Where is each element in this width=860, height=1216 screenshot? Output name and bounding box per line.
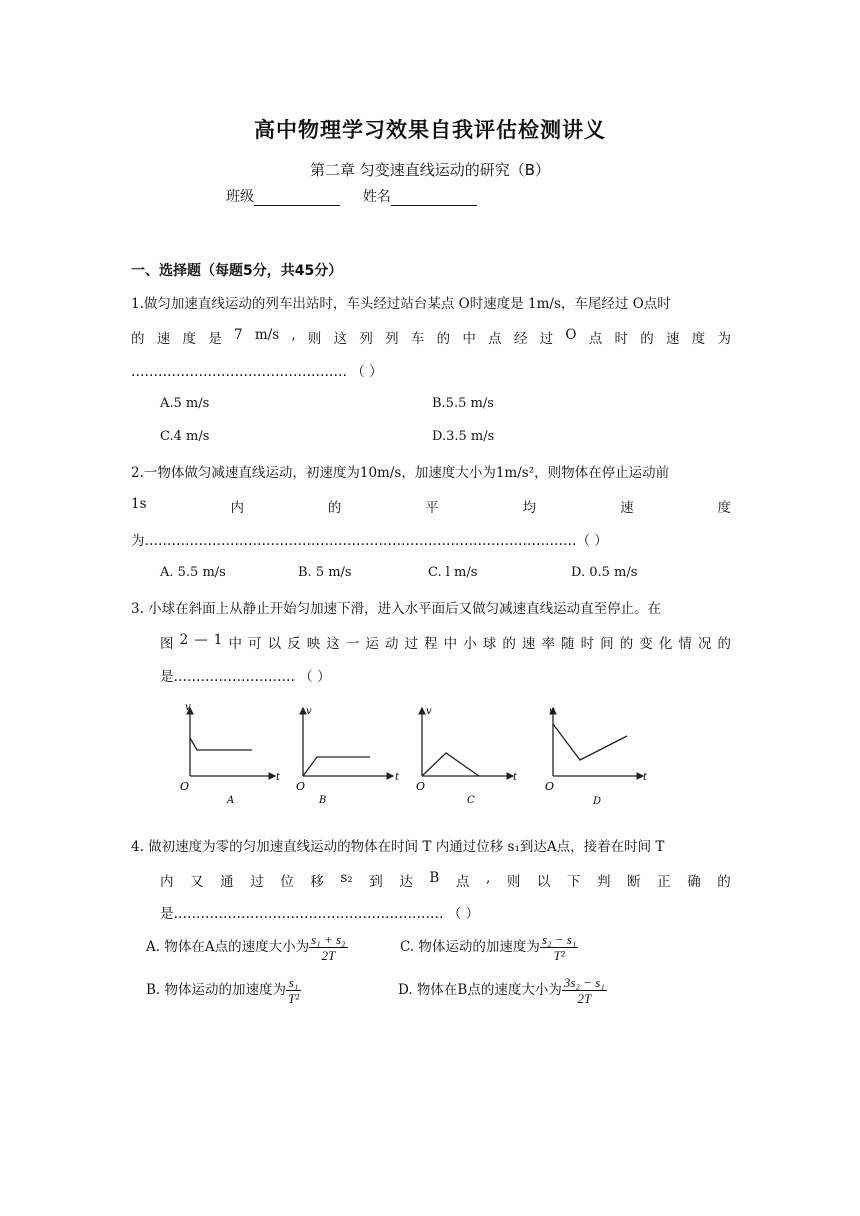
justified-word: 可 bbox=[248, 636, 262, 652]
q2-option-b: B. 5 m/s bbox=[298, 565, 352, 580]
justified-word: 图 bbox=[160, 636, 174, 652]
justified-word: 7 bbox=[234, 327, 243, 343]
justified-word: 过 bbox=[404, 636, 418, 652]
q4-option-b-den: T² bbox=[288, 991, 300, 1006]
justified-word: 变 bbox=[639, 636, 653, 652]
justified-word: m/s bbox=[254, 327, 280, 343]
q2-option-d: D. 0.5 m/s bbox=[571, 565, 638, 580]
q3-line1: 3. 小球在斜面上从静止开始匀加速下滑，进入水平面后又做匀减速直线运动直至停止。在 bbox=[131, 601, 662, 617]
justified-word: 通 bbox=[220, 874, 234, 890]
justified-word: 速 bbox=[666, 331, 680, 347]
graph-b-label: B bbox=[319, 795, 327, 806]
q2-option-a: A. 5.5 m/s bbox=[160, 565, 226, 580]
q1-option-c: C.4 m/s bbox=[160, 429, 210, 444]
justified-word: 球 bbox=[482, 636, 497, 652]
q3-line2 bbox=[160, 632, 731, 652]
justified-word: 中 bbox=[228, 636, 242, 652]
justified-word: 断 bbox=[627, 874, 641, 890]
q4-option-c bbox=[400, 932, 578, 963]
justified-word: 下 bbox=[566, 874, 581, 890]
q4-line3: 是…………………………………………………… （ ） bbox=[160, 906, 480, 922]
q4-line2 bbox=[160, 870, 731, 890]
q4-option-b-text: B. 物体运动的加速度为 bbox=[146, 982, 287, 998]
q4-option-a-text: A. 物体在A点的速度大小为 bbox=[146, 939, 310, 955]
justified-word: 这 bbox=[333, 331, 348, 347]
justified-word: 速 bbox=[620, 500, 634, 516]
justified-word: 率 bbox=[541, 636, 555, 652]
q1-line1: 1.做匀加速直线运动的列车出站时，车头经过站台某点 O时速度是 1m/s，车尾经过 O点时 bbox=[131, 296, 671, 312]
class-label: 班级 bbox=[226, 189, 254, 205]
q4-option-d-den: 2T bbox=[577, 991, 592, 1006]
justified-word: 正 bbox=[657, 874, 671, 890]
justified-word: — bbox=[194, 632, 208, 648]
justified-word: B bbox=[429, 870, 440, 886]
section-heading: 一、选择题（每题5分，共45分） bbox=[131, 263, 343, 279]
q4-option-c-num: s₂ − s₁ bbox=[541, 932, 577, 947]
graph-a-curve bbox=[190, 738, 252, 750]
q1-line2 bbox=[131, 327, 731, 347]
justified-word: 以 bbox=[267, 636, 282, 652]
q4-option-d bbox=[398, 975, 607, 1006]
q4-option-a bbox=[146, 932, 348, 963]
justified-word: 1s bbox=[131, 496, 147, 512]
justified-word: 的 bbox=[502, 636, 516, 652]
justified-word: 的 bbox=[640, 331, 654, 347]
graph-c-t-label: t bbox=[513, 772, 518, 783]
justified-word: 1 bbox=[213, 632, 223, 648]
justified-word: 过 bbox=[250, 874, 264, 890]
q1-option-b: B.5.5 m/s bbox=[432, 396, 494, 411]
graph-b-origin: O bbox=[296, 780, 306, 793]
justified-word: 中 bbox=[443, 636, 458, 652]
justified-word: 这 bbox=[326, 636, 340, 652]
justified-word: 移 bbox=[310, 874, 324, 890]
q4-option-d-text: D. 物体在B点的速度大小为 bbox=[398, 982, 562, 998]
graph-a-t-label: t bbox=[276, 772, 281, 783]
graph-c-curve bbox=[422, 753, 479, 776]
q1-option-d: D.3.5 m/s bbox=[432, 429, 495, 444]
class-blank[interactable] bbox=[254, 190, 340, 206]
justified-word: 为 bbox=[717, 331, 731, 347]
graph-c-label: C bbox=[467, 795, 475, 806]
justified-word: 点 bbox=[588, 331, 603, 347]
q4-option-c-text: C. 物体运动的加速度为 bbox=[400, 939, 540, 955]
justified-word: 程 bbox=[424, 636, 438, 652]
justified-word: 的 bbox=[717, 874, 731, 890]
justified-word: , bbox=[291, 327, 296, 343]
justified-word: 列 bbox=[359, 331, 373, 347]
justified-word: 间 bbox=[600, 636, 614, 652]
justified-word: 平 bbox=[425, 500, 439, 516]
justified-word: 均 bbox=[522, 500, 537, 516]
velocity-time-graphs bbox=[175, 700, 655, 810]
justified-word: 确 bbox=[687, 874, 701, 890]
q2-line3: 为……………………………………………………………………………………（ ） bbox=[131, 533, 608, 549]
justified-word: 列 bbox=[385, 331, 399, 347]
justified-word: 判 bbox=[597, 874, 611, 890]
justified-word: 则 bbox=[307, 331, 322, 347]
q1-option-a: A.5 m/s bbox=[160, 396, 210, 411]
justified-word: 以 bbox=[536, 874, 551, 890]
page-title: 高中物理学习效果自我评估检测讲义 bbox=[254, 118, 606, 142]
justified-word: 内 bbox=[160, 874, 174, 890]
graph-d-v-label: v bbox=[549, 706, 555, 717]
justified-word: 经 bbox=[513, 331, 528, 347]
justified-word: 速 bbox=[521, 636, 536, 652]
name-label: 姓名 bbox=[362, 189, 391, 205]
justified-word: 中 bbox=[462, 331, 476, 347]
q4-option-c-den: T² bbox=[553, 948, 565, 963]
justified-word: 时 bbox=[614, 331, 628, 347]
justified-word: 随 bbox=[561, 636, 575, 652]
q2-option-c: C. l m/s bbox=[428, 565, 478, 580]
q3-line3: 是……………………… （ ） bbox=[160, 669, 331, 685]
q1-line3: ………………………………………… （ ） bbox=[131, 364, 383, 380]
justified-word: 内 bbox=[230, 500, 244, 516]
graph-c bbox=[416, 706, 518, 806]
student-info-line bbox=[226, 186, 477, 206]
justified-word: 的 bbox=[327, 500, 342, 516]
graph-c-v-label: v bbox=[426, 706, 432, 717]
justified-word: 又 bbox=[190, 874, 204, 890]
justified-word: 动 bbox=[384, 636, 399, 652]
justified-word: 2 bbox=[179, 632, 189, 648]
q4-option-d-num: 3s₂ − s₁ bbox=[563, 975, 605, 990]
justified-word: 速 bbox=[156, 331, 171, 347]
chapter-subtitle: 第二章 匀变速直线运动的研究（B） bbox=[309, 161, 551, 179]
justified-word: 度 bbox=[691, 331, 706, 347]
justified-word: 达 bbox=[399, 874, 413, 890]
graph-d-t-label: t bbox=[643, 772, 648, 783]
graph-a-v-label: v bbox=[185, 702, 191, 713]
graph-b-t-label: t bbox=[395, 772, 400, 783]
justified-word: 车 bbox=[410, 331, 425, 347]
graph-d-curve bbox=[553, 724, 627, 760]
graph-a-label: A bbox=[227, 795, 235, 806]
justified-word: , bbox=[485, 870, 491, 886]
graph-b-curve bbox=[303, 757, 370, 776]
justified-word: 到 bbox=[369, 874, 383, 890]
justified-word: 化 bbox=[658, 636, 673, 652]
graph-a-origin: O bbox=[180, 780, 190, 793]
justified-word: 的 bbox=[717, 636, 731, 652]
justified-word: 的 bbox=[619, 636, 634, 652]
q4-option-b bbox=[146, 975, 301, 1006]
graph-d-origin: O bbox=[545, 780, 555, 793]
justified-word: 过 bbox=[539, 331, 554, 347]
justified-word: 度 bbox=[717, 500, 731, 516]
graph-b-v-label: v bbox=[306, 706, 312, 717]
graph-c-origin: O bbox=[416, 780, 426, 793]
q2-line2 bbox=[131, 496, 731, 516]
justified-word: 度 bbox=[182, 331, 196, 347]
justified-word: 小 bbox=[463, 636, 477, 652]
justified-word: s₂ bbox=[340, 870, 353, 886]
justified-word: O bbox=[565, 327, 577, 343]
justified-word: 是 bbox=[208, 331, 222, 347]
graph-d bbox=[545, 706, 648, 807]
justified-word: 反 bbox=[287, 636, 301, 652]
justified-word: 情 bbox=[678, 636, 692, 652]
justified-word: 点 bbox=[455, 874, 470, 890]
justified-word: 时 bbox=[580, 636, 595, 652]
graph-b bbox=[296, 706, 400, 806]
justified-word: 映 bbox=[306, 636, 321, 652]
name-blank[interactable] bbox=[391, 190, 477, 206]
justified-word: 则 bbox=[506, 874, 521, 890]
justified-word: 的 bbox=[436, 331, 451, 347]
q2-line1: 2.一物体做匀减速直线运动，初速度为10m/s，加速度大小为1m/s²，则物体在停止运动前 bbox=[131, 465, 670, 481]
q4-line1: 4. 做初速度为零的匀加速直线运动的物体在时间 T 内通过位移 s₁到达A点，接着在时间 T bbox=[131, 839, 665, 855]
q4-option-b-num: s₁ bbox=[286, 975, 301, 991]
graph-d-label: D bbox=[593, 796, 602, 807]
justified-word: 位 bbox=[280, 874, 294, 890]
justified-word: 况 bbox=[697, 636, 712, 652]
justified-word: 一 bbox=[345, 636, 360, 652]
graph-a bbox=[180, 702, 281, 806]
justified-word: 的 bbox=[131, 331, 145, 347]
justified-word: 运 bbox=[365, 636, 379, 652]
q4-option-a-num: s₁ + s₂ bbox=[311, 932, 346, 947]
justified-word: 点 bbox=[488, 331, 502, 347]
q4-option-a-den: 2T bbox=[321, 948, 336, 963]
